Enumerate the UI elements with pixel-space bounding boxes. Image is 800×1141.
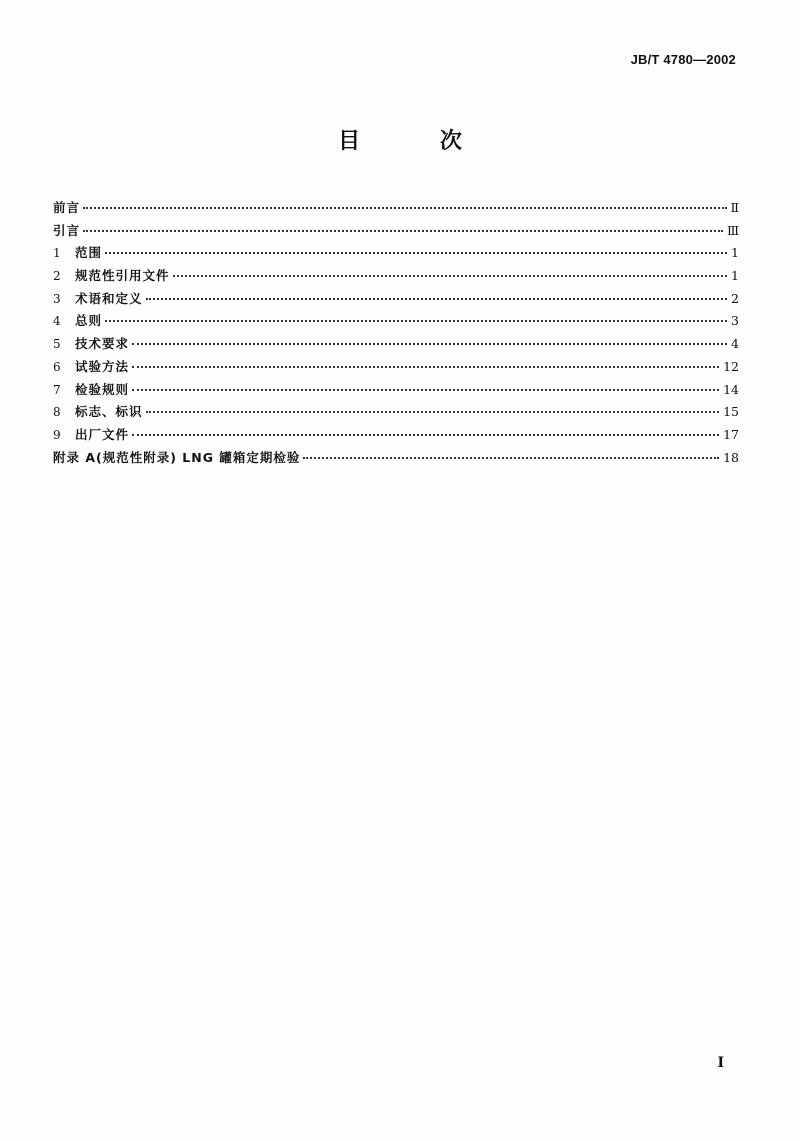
toc-entry[interactable] — [53, 197, 739, 220]
dot-leader — [146, 298, 727, 300]
toc-entry-page: 17 — [723, 426, 739, 442]
dot-leader — [132, 366, 719, 368]
toc-entry-number: 7 — [53, 382, 61, 397]
dot-leader — [132, 389, 719, 391]
toc-entry[interactable] — [53, 379, 739, 402]
toc-entry[interactable] — [53, 356, 739, 379]
toc-entry-page: 3 — [731, 313, 739, 329]
toc-entry-label: 检验规则 — [75, 381, 130, 397]
page-number: I — [717, 1055, 724, 1071]
toc-entry-label: 前言 — [53, 200, 81, 215]
dot-leader — [146, 411, 720, 413]
toc-entry[interactable] — [53, 288, 739, 311]
toc-entry-number: 5 — [53, 337, 61, 352]
toc-entry[interactable] — [53, 447, 739, 470]
toc-entry-number: 4 — [53, 314, 61, 329]
standard-number: JB/T 4780—2002 — [630, 52, 736, 67]
toc-entry[interactable] — [53, 401, 739, 424]
toc-entry-label: 术语和定义 — [75, 290, 143, 306]
toc-entry[interactable] — [53, 424, 739, 447]
dot-leader — [105, 252, 727, 254]
dot-leader — [105, 320, 727, 322]
toc-entry-page: 18 — [723, 449, 739, 465]
toc-entry-page: 12 — [723, 358, 739, 374]
toc-entry-page: 4 — [731, 336, 739, 352]
dot-leader — [83, 207, 726, 209]
toc-entry-label: 规范性引用文件 — [75, 268, 170, 284]
toc-entry-page: 1 — [731, 245, 739, 261]
toc-entry-number: 2 — [53, 269, 61, 284]
dot-leader — [303, 457, 719, 459]
toc-entry-label: 标志、标识 — [75, 404, 143, 420]
toc-entry-page: 1 — [731, 268, 739, 284]
toc-entry-page: 2 — [731, 290, 739, 306]
toc-entry-label: 出厂文件 — [75, 426, 130, 442]
toc-entry-page: 15 — [723, 404, 739, 420]
toc-entry-number: 9 — [53, 427, 61, 442]
dot-leader — [132, 343, 727, 345]
toc-entry-label: 范围 — [75, 245, 103, 261]
toc-entry-page: Ⅱ — [730, 200, 739, 215]
toc-entry-number: 3 — [53, 291, 61, 306]
toc-title: 目 次 — [338, 129, 498, 154]
toc-entry-label: 总则 — [75, 313, 103, 329]
toc-entry-number: 1 — [53, 246, 61, 261]
toc-entry-label: 附录 A(规范性附录) LNG 罐箱定期检验 — [53, 449, 301, 465]
toc-entry[interactable] — [53, 242, 739, 265]
toc-entry-label: 试验方法 — [75, 358, 130, 374]
toc-entry[interactable] — [53, 310, 739, 333]
toc-entry[interactable] — [53, 333, 739, 356]
toc-entry-label: 技术要求 — [75, 336, 130, 352]
dot-leader — [83, 230, 723, 232]
dot-leader — [173, 275, 727, 277]
toc-entry-number: 6 — [53, 359, 61, 374]
dot-leader — [132, 434, 719, 436]
toc-entry-page: 14 — [723, 381, 739, 397]
toc-entry[interactable] — [53, 220, 739, 243]
table-of-contents — [53, 197, 739, 469]
toc-entry-page: Ⅲ — [726, 222, 739, 238]
toc-entry[interactable] — [53, 265, 739, 288]
toc-entry-number: 8 — [53, 405, 61, 420]
toc-entry-label: 引言 — [53, 222, 81, 238]
